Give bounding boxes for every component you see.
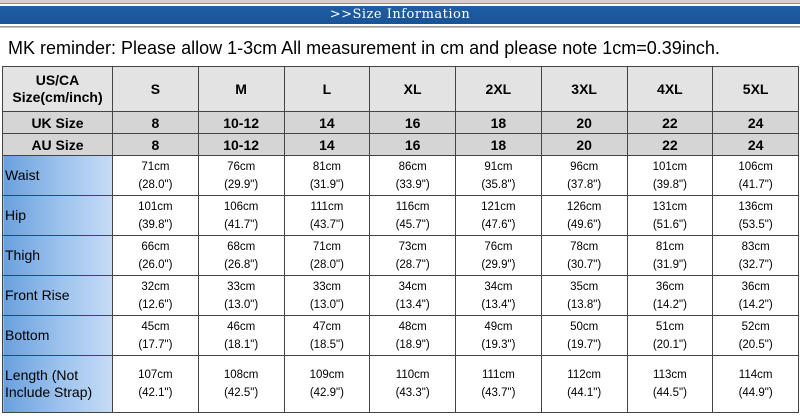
cm-value: 68cm (227, 240, 256, 253)
measurement-reminder: MK reminder: Please allow 1-3cm All measurement in cm and please note 1cm=0.39inch. (8, 38, 720, 58)
us-size-cell: XL (370, 67, 456, 112)
measurement-row (3, 356, 799, 413)
cm-value: 33cm (312, 280, 341, 293)
banner-title: >>Size Information (329, 7, 471, 22)
measurement-cell (198, 236, 284, 276)
cm-value: 36cm (655, 280, 684, 293)
measurement-cell (456, 156, 542, 196)
measurement-cell (198, 156, 284, 196)
measurement-label: Bottom (3, 316, 113, 356)
measurement-label: Thigh (3, 236, 113, 276)
inch-value: (28.0") (309, 258, 344, 271)
measurement-cell (113, 196, 199, 236)
measurement-cell (627, 356, 713, 413)
measurement-cell (370, 156, 456, 196)
inch-value: (14.2") (738, 298, 773, 311)
inch-value: (18.1") (224, 338, 259, 351)
inch-value: (13.8") (567, 298, 602, 311)
measurement-cell (370, 356, 456, 413)
us-size-cell: M (198, 67, 284, 112)
cm-value: 121cm (481, 200, 516, 213)
inch-value: (47.6") (481, 218, 516, 231)
au-size-cell: 18 (456, 134, 542, 156)
measurement-cell (113, 316, 199, 356)
inch-value: (28.0") (138, 178, 173, 191)
cm-value: 76cm (227, 160, 256, 173)
cm-value: 126cm (566, 200, 602, 213)
cm-value: 111cm (310, 200, 344, 213)
measurement-cell (284, 156, 370, 196)
measurement-cell (713, 276, 799, 316)
us-size-cell: 4XL (627, 67, 713, 112)
inch-value: (26.0") (138, 258, 173, 271)
measurement-cell (284, 236, 370, 276)
au-size-cell: 20 (541, 134, 627, 156)
inch-value: (35.8") (481, 178, 516, 191)
cm-value: 32cm (141, 280, 170, 293)
cm-value: 34cm (398, 280, 427, 293)
inch-value: (18.5") (309, 338, 344, 351)
measurement-cell (370, 316, 456, 356)
inch-value: (44.1") (567, 387, 602, 399)
cm-value: 107cm (138, 369, 173, 381)
measurement-row (3, 236, 799, 276)
measurement-cell (541, 196, 627, 236)
inch-value: (42.9") (309, 387, 344, 399)
cm-value: 49cm (484, 320, 513, 333)
inch-value: (43.3") (395, 387, 430, 399)
measurement-cell (456, 316, 542, 356)
inch-value: (53.5") (738, 218, 773, 231)
measurement-cell (713, 156, 799, 196)
au-size-row (3, 134, 799, 156)
cm-value: 45cm (141, 320, 170, 333)
cm-value: 136cm (738, 200, 773, 213)
measurement-cell (370, 196, 456, 236)
measurement-cell (284, 356, 370, 413)
cm-value: 36cm (741, 280, 770, 293)
measurement-cell (627, 156, 713, 196)
inch-value: (39.8") (652, 178, 687, 191)
measurement-cell (541, 156, 627, 196)
measurement-cell (198, 276, 284, 316)
inch-value: (12.6") (138, 298, 173, 311)
cm-value: 35cm (570, 280, 599, 293)
measurement-cell (113, 236, 199, 276)
measurement-cell (284, 316, 370, 356)
cm-value: 71cm (141, 160, 170, 173)
inch-value: (14.2") (652, 298, 687, 311)
cm-value: 110cm (395, 369, 430, 381)
cm-value: 91cm (484, 160, 513, 173)
measurement-cell (198, 196, 284, 236)
inch-value: (20.1") (652, 338, 687, 351)
uk-size-cell: 24 (713, 112, 799, 134)
us-size-cell: 2XL (456, 67, 542, 112)
measurement-row (3, 276, 799, 316)
cm-value: 96cm (570, 160, 599, 173)
inch-value: (51.6") (652, 218, 687, 231)
inch-value: (39.8") (138, 218, 173, 231)
inch-value: (29.9") (224, 178, 259, 191)
uk-size-cell: 10-12 (198, 112, 284, 134)
cm-value: 112cm (567, 369, 601, 381)
cm-value: 48cm (398, 320, 427, 333)
measurement-cell (713, 236, 799, 276)
measurement-cell (627, 316, 713, 356)
cm-value: 52cm (741, 320, 770, 333)
uk-size-cell: 16 (370, 112, 456, 134)
cm-value: 83cm (741, 240, 770, 253)
inch-value: (32.7") (738, 258, 773, 271)
size-table (2, 66, 799, 413)
cm-value: 50cm (570, 320, 599, 333)
inch-value: (43.7") (481, 387, 516, 399)
cm-value: 47cm (312, 320, 341, 333)
cm-value: 73cm (398, 240, 427, 253)
uk-size-label: UK Size (3, 112, 113, 134)
cm-value: 106cm (738, 160, 773, 173)
cm-value: 131cm (652, 200, 688, 213)
inch-value: (42.5") (224, 387, 259, 399)
cm-value: 71cm (312, 240, 341, 253)
measurement-row (3, 316, 799, 356)
us-size-cell: S (113, 67, 199, 112)
measurement-cell (713, 356, 799, 413)
measurement-cell (713, 196, 799, 236)
measurement-cell (113, 356, 199, 413)
inch-value: (20.5") (738, 338, 773, 351)
cm-value: 106cm (223, 200, 259, 213)
measurement-cell (713, 316, 799, 356)
inch-value: (28.7") (395, 258, 430, 271)
measurement-cell (456, 196, 542, 236)
cm-value: 51cm (655, 320, 684, 333)
cm-value: 113cm (653, 369, 687, 381)
inch-value: (13.0") (224, 298, 259, 311)
measurement-cell (541, 316, 627, 356)
inch-value: (44.5") (652, 387, 687, 399)
measurement-cell (370, 276, 456, 316)
inch-value: (42.1") (138, 387, 173, 399)
cm-value: 109cm (309, 369, 345, 381)
measurement-label: Waist (3, 156, 113, 196)
inch-value: (41.7") (738, 178, 773, 191)
measurement-cell (541, 236, 627, 276)
cm-value: 108cm (223, 369, 259, 381)
inch-value: (44.9") (738, 387, 773, 399)
measurement-cell (113, 276, 199, 316)
inch-value: (31.9") (652, 258, 687, 271)
inch-value: (17.7") (138, 338, 173, 351)
inch-value: (19.7") (567, 338, 602, 351)
inch-value: (49.6") (567, 218, 602, 231)
measurement-cell (198, 316, 284, 356)
measurement-row (3, 156, 799, 196)
measurement-cell (541, 356, 627, 413)
inch-value: (13.0") (309, 298, 344, 311)
measurement-cell (627, 236, 713, 276)
us-size-label: US/CA Size(cm/inch) (3, 67, 113, 112)
inch-value: (13.4") (395, 298, 430, 311)
uk-size-cell: 20 (541, 112, 627, 134)
cm-value: 116cm (395, 200, 430, 213)
inch-value: (33.9") (395, 178, 430, 191)
cm-value: 86cm (398, 160, 427, 173)
au-size-cell: 22 (627, 134, 713, 156)
inch-value: (30.7") (567, 258, 602, 271)
measurement-cell (198, 356, 284, 413)
cm-value: 76cm (484, 240, 513, 253)
cm-value: 114cm (738, 369, 773, 381)
au-size-label: AU Size (3, 134, 113, 156)
us-size-row (3, 67, 799, 112)
inch-value: (29.9") (481, 258, 516, 271)
au-size-cell: 16 (370, 134, 456, 156)
inch-value: (43.7") (309, 218, 344, 231)
inch-value: (19.3") (481, 338, 516, 351)
us-size-cell: L (284, 67, 370, 112)
measurement-cell (627, 196, 713, 236)
cm-value: 34cm (484, 280, 513, 293)
uk-size-cell: 18 (456, 112, 542, 134)
cm-value: 81cm (655, 240, 684, 253)
au-size-cell: 10-12 (198, 134, 284, 156)
measurement-cell (284, 196, 370, 236)
measurement-cell (113, 156, 199, 196)
uk-size-row (3, 112, 799, 134)
cm-value: 81cm (312, 160, 341, 173)
size-info-banner (0, 0, 800, 28)
uk-size-cell: 14 (284, 112, 370, 134)
inch-value: (31.9") (309, 178, 344, 191)
inch-value: (26.8") (224, 258, 259, 271)
measurement-label: Hip (3, 196, 113, 236)
cm-value: 101cm (652, 160, 688, 173)
measurement-label: Front Rise (3, 276, 113, 316)
inch-value: (13.4") (481, 298, 516, 311)
measurement-row (3, 196, 799, 236)
us-size-cell: 5XL (713, 67, 799, 112)
measurement-cell (370, 236, 456, 276)
cm-value: 111cm (481, 369, 515, 381)
inch-value: (45.7") (395, 218, 430, 231)
measurement-cell (456, 356, 542, 413)
measurement-label: Length (Not Include Strap) (3, 356, 113, 413)
cm-value: 101cm (138, 200, 173, 213)
measurement-cell (284, 276, 370, 316)
measurement-cell (456, 236, 542, 276)
uk-size-cell: 8 (113, 112, 199, 134)
uk-size-cell: 22 (627, 112, 713, 134)
au-size-cell: 24 (713, 134, 799, 156)
inch-value: (37.8") (567, 178, 602, 191)
inch-value: (41.7") (224, 218, 259, 231)
cm-value: 46cm (227, 320, 256, 333)
cm-value: 66cm (141, 240, 170, 253)
au-size-cell: 14 (284, 134, 370, 156)
measurement-cell (456, 276, 542, 316)
measurement-cell (627, 276, 713, 316)
cm-value: 33cm (227, 280, 256, 293)
au-size-cell: 8 (113, 134, 199, 156)
us-size-cell: 3XL (541, 67, 627, 112)
cm-value: 78cm (570, 240, 599, 253)
measurement-cell (541, 276, 627, 316)
inch-value: (18.9") (395, 338, 430, 351)
